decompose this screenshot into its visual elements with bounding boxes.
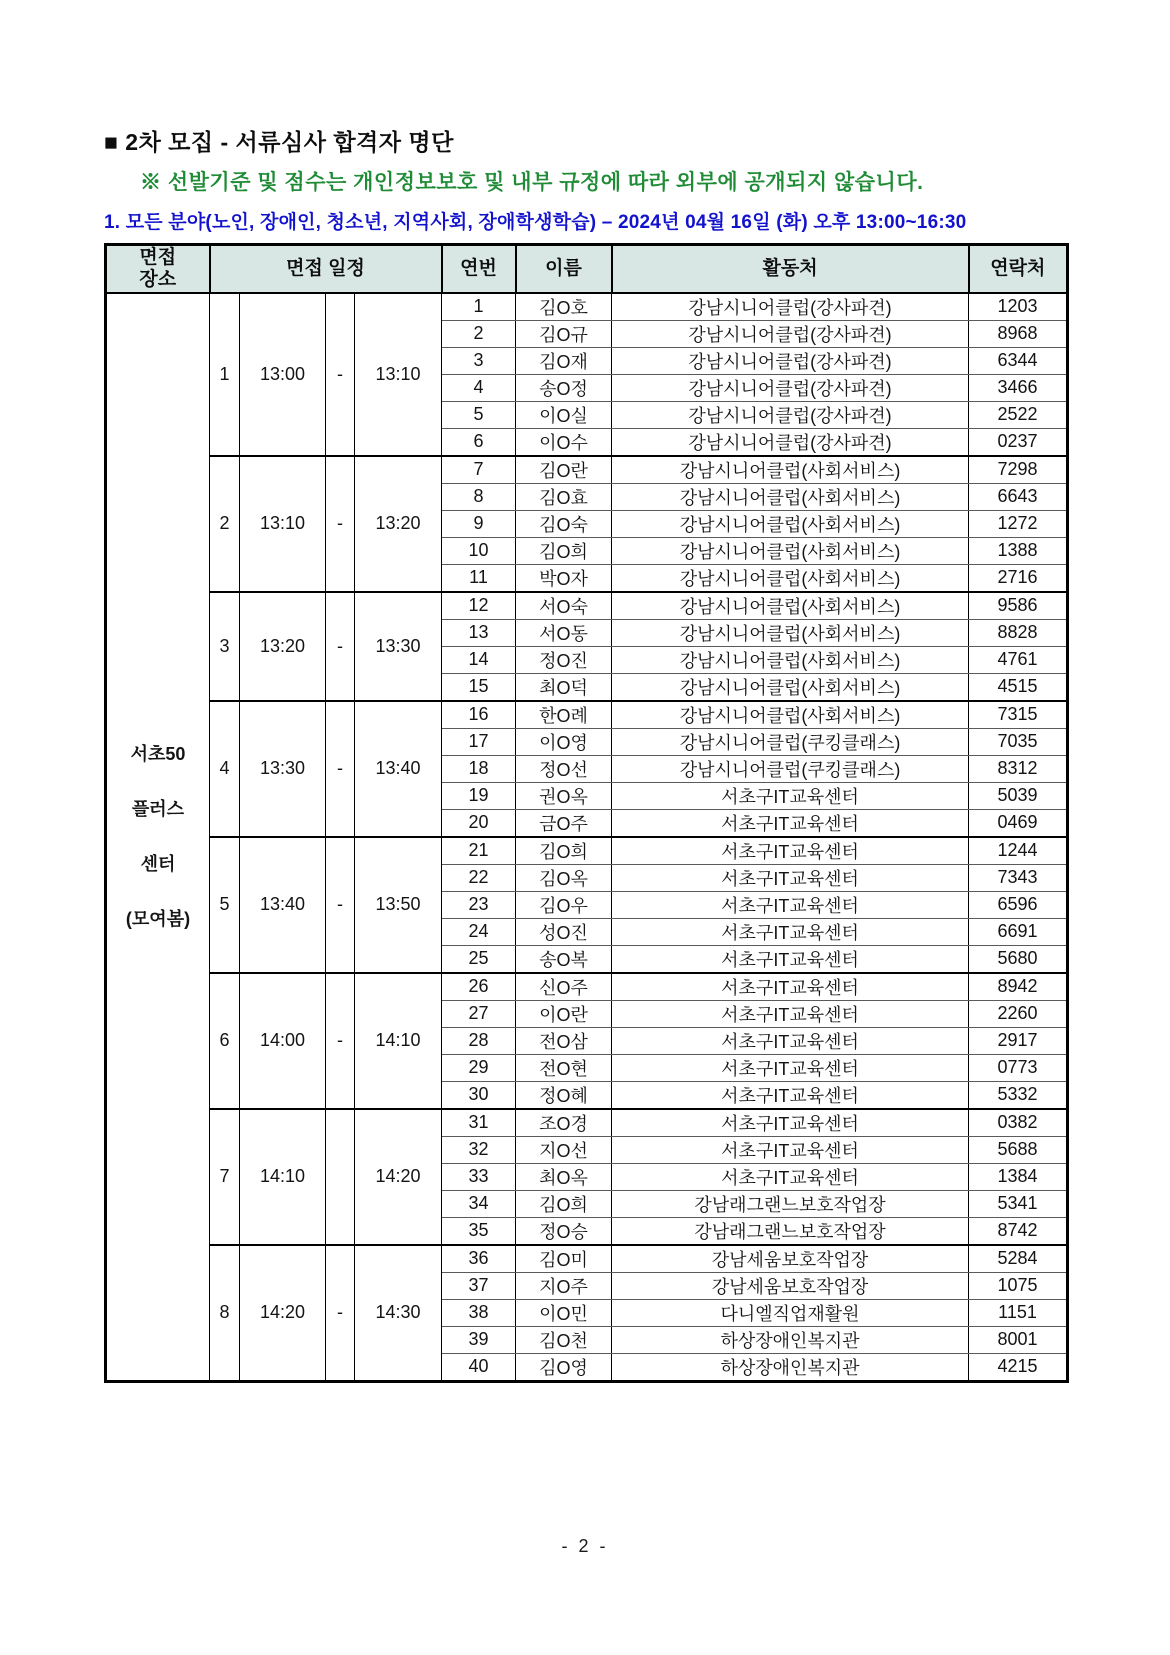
contact-cell: 9586 (969, 592, 1068, 620)
org-cell: 서초구IT교육센터 (612, 837, 969, 865)
org-cell: 서초구IT교육센터 (612, 1136, 969, 1163)
seq-cell: 34 (442, 1190, 516, 1217)
contact-cell: 5332 (969, 1081, 1068, 1109)
contact-cell: 2260 (969, 1000, 1068, 1027)
header-contact: 연락처 (969, 245, 1068, 293)
contact-cell: 5039 (969, 782, 1068, 809)
contact-cell: 2522 (969, 401, 1068, 428)
org-cell: 서초구IT교육센터 (612, 1054, 969, 1081)
table-row (106, 701, 1068, 729)
table-row (106, 1109, 1068, 1137)
end-time-cell: 13:10 (355, 293, 442, 456)
contact-cell: 5680 (969, 945, 1068, 973)
seq-cell: 19 (442, 782, 516, 809)
seq-cell: 4 (442, 374, 516, 401)
name-cell: 송O정 (516, 374, 612, 401)
group-no-cell: 6 (210, 973, 240, 1109)
seq-cell: 12 (442, 592, 516, 620)
org-cell: 강남시니어클럽(사회서비스) (612, 619, 969, 646)
start-time-cell: 13:10 (240, 456, 326, 592)
group-no-cell: 8 (210, 1245, 240, 1382)
seq-cell: 31 (442, 1109, 516, 1137)
dash-cell: - (326, 837, 355, 973)
contact-cell: 1384 (969, 1163, 1068, 1190)
start-time-cell: 14:00 (240, 973, 326, 1109)
name-cell: 신O주 (516, 973, 612, 1001)
table-row (106, 973, 1068, 1001)
contact-cell: 5341 (969, 1190, 1068, 1217)
name-cell: 김O규 (516, 320, 612, 347)
header-place (106, 245, 210, 293)
org-cell: 다니엘직업재활원 (612, 1299, 969, 1326)
seq-cell: 7 (442, 456, 516, 484)
table-body (106, 293, 1068, 1382)
name-cell: 서O동 (516, 619, 612, 646)
name-cell: 서O숙 (516, 592, 612, 620)
org-cell: 하상장애인복지관 (612, 1353, 969, 1381)
name-cell: 김O재 (516, 347, 612, 374)
org-cell: 서초구IT교육센터 (612, 809, 969, 837)
contact-cell: 5688 (969, 1136, 1068, 1163)
contact-cell: 1388 (969, 537, 1068, 564)
place-line: 서초50 (130, 743, 186, 764)
name-cell: 전O삼 (516, 1027, 612, 1054)
contact-cell: 1272 (969, 510, 1068, 537)
end-time-cell: 14:10 (355, 973, 442, 1109)
contact-cell: 8828 (969, 619, 1068, 646)
seq-cell: 37 (442, 1272, 516, 1299)
name-cell: 김O란 (516, 456, 612, 484)
header-place-line: 장소 (139, 268, 177, 290)
name-cell: 최O덕 (516, 673, 612, 701)
group-no-cell: 5 (210, 837, 240, 973)
seq-cell: 29 (442, 1054, 516, 1081)
group-no-cell: 7 (210, 1109, 240, 1245)
seq-cell: 2 (442, 320, 516, 347)
org-cell: 강남시니어클럽(강사파견) (612, 374, 969, 401)
name-cell: 이O란 (516, 1000, 612, 1027)
name-cell: 정O혜 (516, 1081, 612, 1109)
contact-cell: 7298 (969, 456, 1068, 484)
contact-cell: 8742 (969, 1217, 1068, 1245)
dash-cell: - (326, 293, 355, 456)
name-cell: 박O자 (516, 564, 612, 592)
org-cell: 서초구IT교육센터 (612, 891, 969, 918)
group-no-cell: 4 (210, 701, 240, 837)
contact-cell: 1151 (969, 1299, 1068, 1326)
name-cell: 권O옥 (516, 782, 612, 809)
contact-cell: 3466 (969, 374, 1068, 401)
seq-cell: 5 (442, 401, 516, 428)
contact-cell: 0382 (969, 1109, 1068, 1137)
seq-cell: 11 (442, 564, 516, 592)
table-row (106, 592, 1068, 620)
contact-cell: 8001 (969, 1326, 1068, 1353)
contact-cell: 4515 (969, 673, 1068, 701)
group-no-cell: 1 (210, 293, 240, 456)
org-cell: 강남세움보호작업장 (612, 1272, 969, 1299)
contact-cell: 6643 (969, 483, 1068, 510)
name-cell: 이O영 (516, 728, 612, 755)
table-row (106, 1245, 1068, 1273)
name-cell: 조O경 (516, 1109, 612, 1137)
org-cell: 강남시니어클럽(쿠킹클래스) (612, 755, 969, 782)
org-cell: 강남시니어클럽(강사파견) (612, 293, 969, 321)
contact-cell: 1244 (969, 837, 1068, 865)
contact-cell: 7315 (969, 701, 1068, 729)
contact-cell: 8942 (969, 973, 1068, 1001)
dash-cell: - (326, 592, 355, 701)
contact-cell: 8968 (969, 320, 1068, 347)
name-cell: 정O승 (516, 1217, 612, 1245)
contact-cell: 0469 (969, 809, 1068, 837)
name-cell: 정O선 (516, 755, 612, 782)
end-time-cell: 13:30 (355, 592, 442, 701)
contact-cell: 8312 (969, 755, 1068, 782)
seq-cell: 26 (442, 973, 516, 1001)
seq-cell: 35 (442, 1217, 516, 1245)
seq-cell: 30 (442, 1081, 516, 1109)
org-cell: 강남시니어클럽(사회서비스) (612, 701, 969, 729)
seq-cell: 13 (442, 619, 516, 646)
seq-cell: 24 (442, 918, 516, 945)
seq-cell: 8 (442, 483, 516, 510)
name-cell: 김O희 (516, 1190, 612, 1217)
org-cell: 강남시니어클럽(사회서비스) (612, 456, 969, 484)
name-cell: 김O희 (516, 537, 612, 564)
header-name: 이름 (516, 245, 612, 293)
start-time-cell: 14:20 (240, 1245, 326, 1382)
org-cell: 강남시니어클럽(사회서비스) (612, 510, 969, 537)
place-cell (106, 293, 210, 1382)
name-cell: 정O진 (516, 646, 612, 673)
name-cell: 김O희 (516, 837, 612, 865)
seq-cell: 22 (442, 864, 516, 891)
group-no-cell: 3 (210, 592, 240, 701)
org-cell: 강남시니어클럽(사회서비스) (612, 537, 969, 564)
name-cell: 이O실 (516, 401, 612, 428)
seq-cell: 28 (442, 1027, 516, 1054)
table-row (106, 456, 1068, 484)
contact-cell: 6344 (969, 347, 1068, 374)
seq-cell: 33 (442, 1163, 516, 1190)
seq-cell: 39 (442, 1326, 516, 1353)
start-time-cell: 13:20 (240, 592, 326, 701)
org-cell: 서초구IT교육센터 (612, 945, 969, 973)
org-cell: 강남시니어클럽(쿠킹클래스) (612, 728, 969, 755)
seq-cell: 21 (442, 837, 516, 865)
contact-cell: 6596 (969, 891, 1068, 918)
contact-cell: 0237 (969, 428, 1068, 456)
dash-cell: - (326, 456, 355, 592)
org-cell: 서초구IT교육센터 (612, 1027, 969, 1054)
org-cell: 강남래그랜느보호작업장 (612, 1217, 969, 1245)
org-cell: 강남시니어클럽(강사파견) (612, 428, 969, 456)
seq-cell: 15 (442, 673, 516, 701)
name-cell: 금O주 (516, 809, 612, 837)
org-cell: 서초구IT교육센터 (612, 1109, 969, 1137)
seq-cell: 3 (442, 347, 516, 374)
seq-cell: 1 (442, 293, 516, 321)
name-cell: 최O옥 (516, 1163, 612, 1190)
header-schedule: 면접 일정 (210, 245, 442, 293)
start-time-cell: 14:10 (240, 1109, 326, 1245)
contact-cell: 1075 (969, 1272, 1068, 1299)
seq-cell: 18 (442, 755, 516, 782)
org-cell: 서초구IT교육센터 (612, 864, 969, 891)
seq-cell: 9 (442, 510, 516, 537)
name-cell: 전O현 (516, 1054, 612, 1081)
org-cell: 강남시니어클럽(강사파견) (612, 320, 969, 347)
name-cell: 김O미 (516, 1245, 612, 1273)
name-cell: 이O민 (516, 1299, 612, 1326)
name-cell: 김O영 (516, 1353, 612, 1381)
start-time-cell: 13:30 (240, 701, 326, 837)
name-cell: 김O효 (516, 483, 612, 510)
contact-cell: 0773 (969, 1054, 1068, 1081)
contact-cell: 7343 (969, 864, 1068, 891)
org-cell: 서초구IT교육센터 (612, 1081, 969, 1109)
name-cell: 송O복 (516, 945, 612, 973)
name-cell: 지O주 (516, 1272, 612, 1299)
seq-cell: 14 (442, 646, 516, 673)
org-cell: 서초구IT교육센터 (612, 1000, 969, 1027)
table-header-row (106, 245, 1068, 293)
contact-cell: 7035 (969, 728, 1068, 755)
end-time-cell: 13:50 (355, 837, 442, 973)
header-place-line: 면접 (139, 247, 177, 268)
header-org: 활동처 (612, 245, 969, 293)
place-line: 센터 (140, 853, 176, 874)
contact-cell: 1203 (969, 293, 1068, 321)
dash-cell: - (326, 973, 355, 1109)
place-line: 플러스 (131, 798, 185, 819)
start-time-cell: 13:40 (240, 837, 326, 973)
org-cell: 강남시니어클럽(사회서비스) (612, 673, 969, 701)
section-heading: 1. 모든 분야(노인, 장애인, 청소년, 지역사회, 장애학생학습) – 2024년 04월 16일 (화) 오후 13:00~16:30 (104, 212, 967, 233)
page-title: ■ 2차 모집 - 서류심사 합격자 명단 (104, 129, 454, 155)
table-row (106, 837, 1068, 865)
seq-cell: 23 (442, 891, 516, 918)
seq-cell: 38 (442, 1299, 516, 1326)
privacy-notice: ※ 선발기준 및 점수는 개인정보보호 및 내부 규정에 따라 외부에 공개되지 않습니다. (140, 171, 924, 194)
name-cell: 성O진 (516, 918, 612, 945)
contact-cell: 6691 (969, 918, 1068, 945)
page-number: - 2 - (561, 1536, 609, 1556)
header-seq: 연번 (442, 245, 516, 293)
contact-cell: 2716 (969, 564, 1068, 592)
name-cell: 김O옥 (516, 864, 612, 891)
name-cell: 지O선 (516, 1136, 612, 1163)
seq-cell: 40 (442, 1353, 516, 1381)
org-cell: 서초구IT교육센터 (612, 918, 969, 945)
seq-cell: 27 (442, 1000, 516, 1027)
org-cell: 강남시니어클럽(강사파견) (612, 347, 969, 374)
name-cell: 김O우 (516, 891, 612, 918)
end-time-cell: 14:20 (355, 1109, 442, 1245)
interview-schedule-table (104, 243, 1069, 1383)
name-cell: 이O수 (516, 428, 612, 456)
dash-cell: - (326, 701, 355, 837)
org-cell: 강남시니어클럽(사회서비스) (612, 483, 969, 510)
org-cell: 강남시니어클럽(사회서비스) (612, 592, 969, 620)
org-cell: 서초구IT교육센터 (612, 1163, 969, 1190)
contact-cell: 5284 (969, 1245, 1068, 1273)
group-no-cell: 2 (210, 456, 240, 592)
name-cell: 김O호 (516, 293, 612, 321)
contact-cell: 2917 (969, 1027, 1068, 1054)
name-cell: 김O숙 (516, 510, 612, 537)
seq-cell: 16 (442, 701, 516, 729)
seq-cell: 36 (442, 1245, 516, 1273)
dash-cell (326, 1109, 355, 1245)
org-cell: 강남시니어클럽(사회서비스) (612, 564, 969, 592)
org-cell: 하상장애인복지관 (612, 1326, 969, 1353)
start-time-cell: 13:00 (240, 293, 326, 456)
seq-cell: 32 (442, 1136, 516, 1163)
seq-cell: 17 (442, 728, 516, 755)
name-cell: 한O례 (516, 701, 612, 729)
contact-cell: 4215 (969, 1353, 1068, 1381)
org-cell: 서초구IT교육센터 (612, 782, 969, 809)
seq-cell: 20 (442, 809, 516, 837)
seq-cell: 25 (442, 945, 516, 973)
end-time-cell: 13:20 (355, 456, 442, 592)
end-time-cell: 13:40 (355, 701, 442, 837)
org-cell: 강남래그랜느보호작업장 (612, 1190, 969, 1217)
name-cell: 김O천 (516, 1326, 612, 1353)
place-line: (모여봄) (125, 908, 191, 929)
org-cell: 강남시니어클럽(강사파견) (612, 401, 969, 428)
contact-cell: 4761 (969, 646, 1068, 673)
document-content (104, 124, 1066, 1383)
seq-cell: 6 (442, 428, 516, 456)
org-cell: 강남세움보호작업장 (612, 1245, 969, 1273)
org-cell: 서초구IT교육센터 (612, 973, 969, 1001)
end-time-cell: 14:30 (355, 1245, 442, 1382)
table-row (106, 293, 1068, 321)
org-cell: 강남시니어클럽(사회서비스) (612, 646, 969, 673)
seq-cell: 10 (442, 537, 516, 564)
dash-cell: - (326, 1245, 355, 1382)
